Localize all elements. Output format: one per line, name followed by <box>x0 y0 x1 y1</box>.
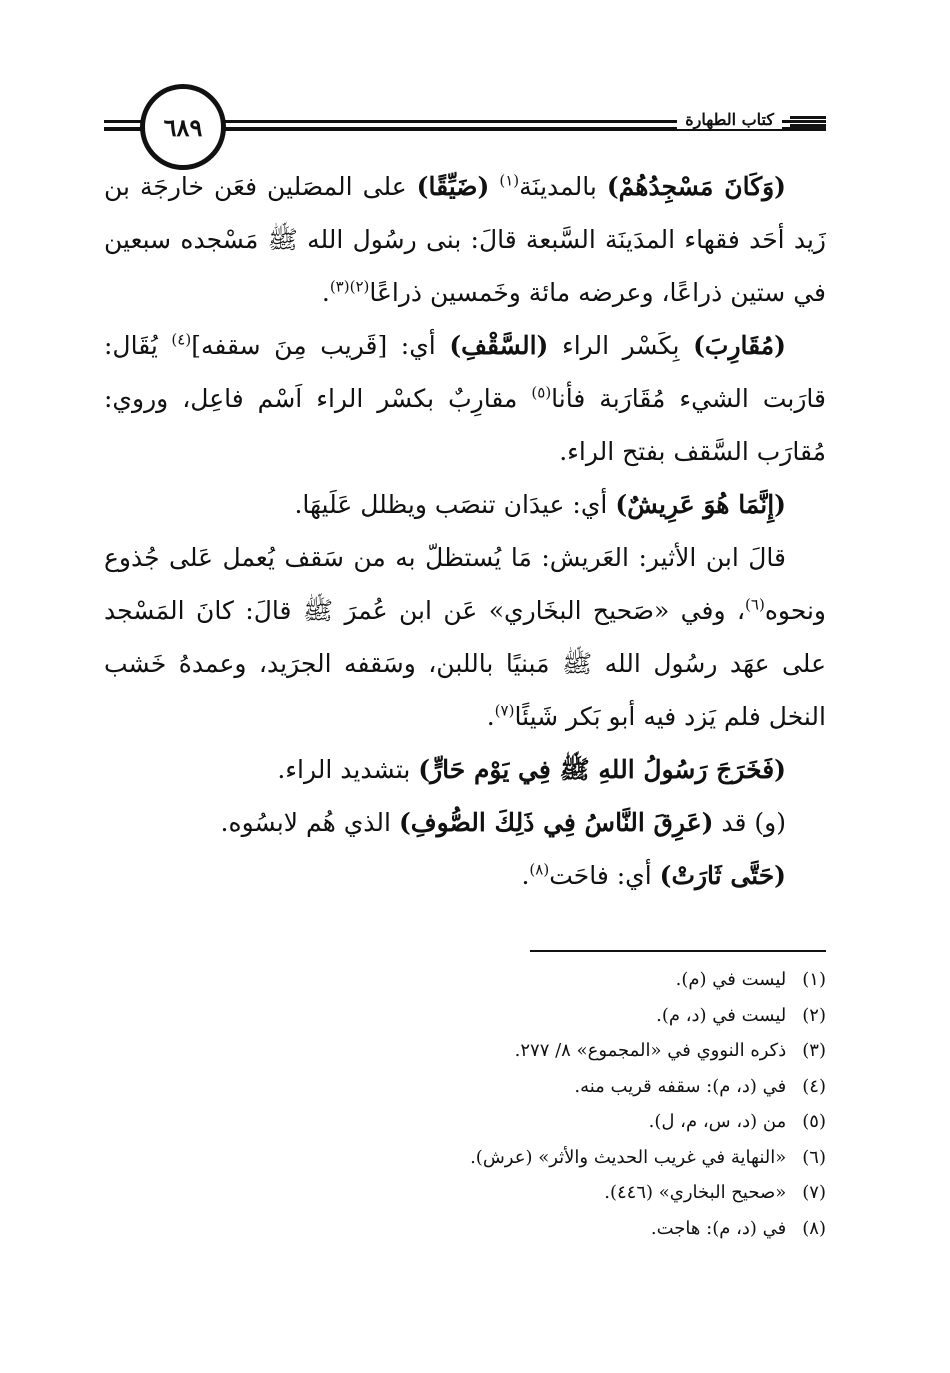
running-title: كتاب الطهارة <box>677 110 782 129</box>
footnote-number: (٧) <box>802 1182 826 1203</box>
lemma: (حَتَّى ثَارَتْ) <box>659 861 786 890</box>
text: بالمدينَة <box>519 172 607 201</box>
footnote-ref: (٢)(٣) <box>329 277 370 296</box>
lemma: (وَكَانَ مَسْجِدُهُمْ) <box>606 172 786 201</box>
text: أي: عيدَان تنصَب ويظلل عَلَيهَا. <box>294 490 616 519</box>
footnote <box>306 1033 826 1069</box>
footnote-number: (٤) <box>802 1075 826 1097</box>
paragraph-1 <box>104 160 826 319</box>
lemma: (فَخَرَجَ رَسُولُ اللهِ ﷺ فِي يَوْم حَارٍّ) <box>418 755 786 784</box>
footnote-number: (٨) <box>802 1217 826 1239</box>
page-number: ٦٨٩ <box>140 84 226 170</box>
text: بتشديد الراء. <box>277 755 419 784</box>
footnote <box>306 962 826 998</box>
footnote-ref: (٥) <box>531 383 552 402</box>
footnote-text: ليست في (م). <box>675 969 787 990</box>
lemma: (إِنَّمَا هُوَ عَرِيشٌ) <box>615 490 786 519</box>
text: الذي هُم لابسُوه. <box>220 808 399 837</box>
text: أي: فاحَت <box>549 861 660 890</box>
footnote-text: ذكره النووي في «المجموع» ٨/ ٢٧٧. <box>514 1040 787 1061</box>
text: أي: [قَريب مِنَ سقفه] <box>191 331 450 360</box>
paragraph-5 <box>104 743 826 796</box>
paragraph-4 <box>104 531 826 743</box>
footnote-number: (٥) <box>802 1111 826 1132</box>
footnote <box>306 1140 826 1176</box>
header-dash-bottom <box>790 124 826 127</box>
footnote-text: «صحيح البخاري» (٤٤٦). <box>604 1182 787 1203</box>
footnote-text: في (د، م): سقفه قريب منه. <box>574 1075 787 1097</box>
text: مقارِبٌ بكسْر الراء اَسْم فاعِل، وروي: مُقارَب السَّقف بفتح الراء. <box>104 384 826 466</box>
header-dash-top <box>790 116 826 119</box>
footnote-ref: (٨) <box>529 860 550 879</box>
footnote-ref: (٦) <box>745 595 765 614</box>
text: . <box>321 278 330 307</box>
footnote <box>306 998 826 1034</box>
paragraph-2 <box>104 319 826 478</box>
lemma: (السَّقْفِ) <box>449 331 549 360</box>
lemma: (ضَيِّقًا) <box>416 172 490 201</box>
text: ، وفي «صَحيح البخَاري» عَن ابن عُمرَ ﷺ قالَ: كانَ المَسْجد على عهَد رسُول الله ﷺ مَبنيًا باللبن، وسَقفه الجرَيد، وعمدهُ خَشب النخل فلم يَزد فيه أبو بَكر شَيئًا <box>104 596 826 731</box>
footnote-ref: (٤) <box>171 330 192 349</box>
text: على المصَلين فعَن خارجَة بن زَيد أحَد فقهاء المدَينَة السَّبعة قالَ: بنى رسُول الله ﷺ مَسْجده سبعين في ستين ذراعًا، وعرضه مائة وخَمسين ذراعًا <box>104 172 826 307</box>
footnote <box>306 1069 826 1105</box>
text <box>489 172 499 201</box>
paragraph-6 <box>104 796 826 849</box>
footnote <box>306 1211 826 1247</box>
paragraph-3 <box>104 478 826 531</box>
footnotes <box>306 962 826 1246</box>
footnote-ref: (١) <box>499 171 520 190</box>
footnote-separator <box>530 950 826 952</box>
text: . <box>486 702 495 731</box>
lemma: (عَرِقَ النَّاسُ فِي ذَلِكَ الصُّوفِ) <box>398 808 714 837</box>
footnote-number: (٣) <box>802 1040 826 1061</box>
footnote <box>306 1104 826 1140</box>
lemma: (مُقَارِبَ) <box>693 331 786 360</box>
footnote-text: في (د، م): هاجت. <box>650 1217 787 1239</box>
page-header <box>104 82 826 172</box>
text: (و) قد <box>713 808 786 837</box>
text: قالَ ابن الأثير: العَريش: مَا يُستظلّ به من سَقف يُعمل عَلى جُذوع ونحوه <box>104 543 826 625</box>
main-text <box>104 160 826 902</box>
footnote-number: (٦) <box>802 1146 826 1168</box>
footnote-ref: (٧) <box>494 701 515 720</box>
footnote-text: «النهاية في غريب الحديث والأثر» (عرش). <box>470 1146 787 1168</box>
paragraph-7 <box>104 849 826 902</box>
text: . <box>521 861 530 890</box>
footnote-number: (٢) <box>802 1004 826 1026</box>
text: يُقَال: قارَبت الشيء مُقَارَبة فأنا <box>104 331 826 413</box>
footnote-number: (١) <box>802 969 826 990</box>
text: بِكَسْر الراء <box>548 331 694 360</box>
footnote <box>306 1175 826 1211</box>
footnote-text: ليست في (د، م). <box>656 1004 787 1026</box>
footnote-text: من (د، س، م، ل). <box>648 1111 787 1132</box>
